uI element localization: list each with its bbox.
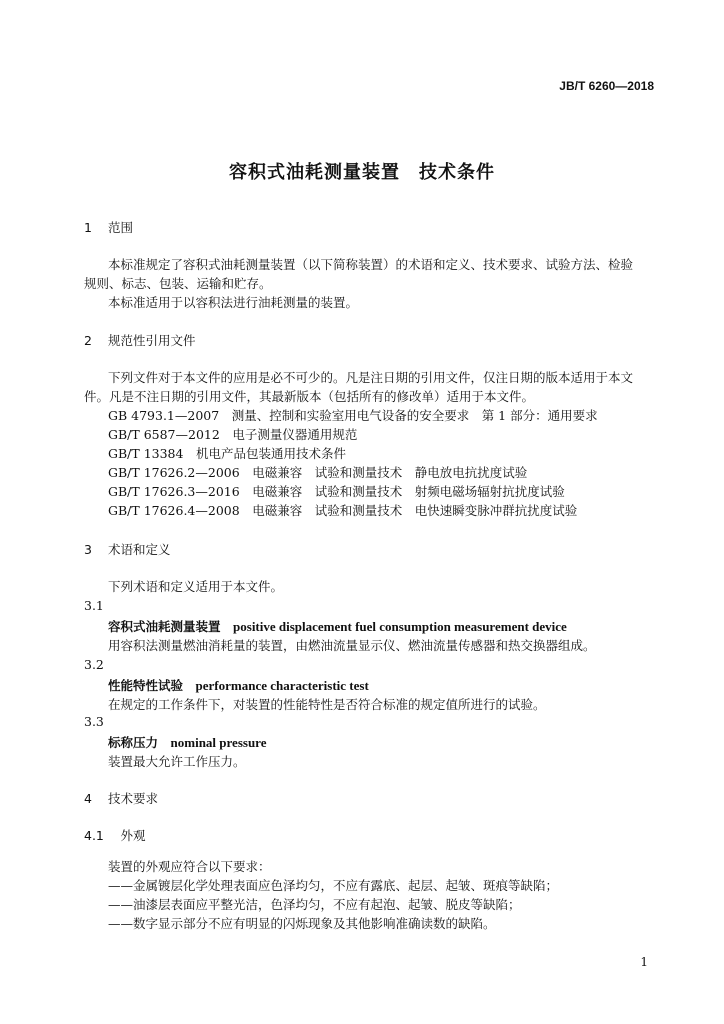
reference-item: GB/T 17626.3—2016 电磁兼容 试验和测量技术 射频电磁场辐射抗扰度试验 [108,484,565,499]
paragraph: 装置的外观应符合以下要求： [108,859,271,874]
standard-code: JB/T 6260—2018 [559,79,654,93]
section-title: 范围 [108,220,134,235]
term-heading [108,676,369,694]
reference-item: GB/T 17626.4—2008 电磁兼容 试验和测量技术 电快速瞬变脉冲群抗扰度试验 [108,503,578,518]
section-number: 1 [84,220,92,235]
paragraph: 本标准规定了容积式油耗测量装置（以下简称装置）的术语和定义、技术要求、试验方法、检验 [108,257,634,272]
term-zh: 容积式油耗测量装置 [108,619,221,634]
term-en: positive displacement fuel consumption measurement device [233,619,567,634]
section-title: 规范性引用文件 [108,333,196,348]
paragraph: 下列术语和定义适用于本文件。 [108,579,284,594]
paragraph: 下列文件对于本文件的应用是必不可少的。凡是注日期的引用文件，仅注日期的版本适用于本文 [108,370,634,385]
term-en: performance characteristic test [195,678,369,693]
term-en: nominal pressure [170,735,267,750]
reference-item: GB/T 17626.2—2006 电磁兼容 试验和测量技术 静电放电抗扰度试验 [108,465,528,480]
document-title: 容积式油耗测量装置 技术条件 [229,162,495,183]
page-number: 1 [640,955,648,969]
reference-item: GB 4793.1—2007 测量、控制和实验室用电气设备的安全要求 第 1 部分：通用要求 [108,408,598,423]
paragraph-continuation: 规则、标志、包装、运输和贮存。 [84,276,272,291]
paragraph-continuation: 件。凡是不注日期的引用文件，其最新版本（包括所有的修改单）适用于本文件。 [84,389,535,404]
section-1-heading [84,218,133,236]
section-title: 术语和定义 [108,542,171,557]
section-number: 2 [84,333,92,348]
section-title: 技术要求 [108,791,159,806]
subsection-title: 外观 [120,828,146,843]
term-heading [108,733,266,751]
reference-item: GB/T 13384 机电产品包装通用技术条件 [108,446,346,461]
section-number: 4 [84,791,92,806]
section-3-heading [84,540,171,558]
term-definition: 装置最大允许工作压力。 [108,754,246,769]
term-zh: 标称压力 [108,735,159,750]
term-number: 3.2 [84,657,104,672]
list-item: ——油漆层表面应平整光洁，色泽均匀，不应有起泡、起皱、脱皮等缺陷； [108,897,521,912]
section-2-heading [84,331,196,349]
term-heading [108,617,567,635]
list-item: ——数字显示部分不应有明显的闪烁现象及其他影响准确读数的缺陷。 [108,916,496,931]
section-number: 3 [84,542,92,557]
term-number: 3.1 [84,598,104,613]
paragraph: 本标准适用于以容积法进行油耗测量的装置。 [108,295,359,310]
term-definition: 在规定的工作条件下，对装置的性能特性是否符合标准的规定值所进行的试验。 [108,697,546,712]
subsection-4-1-heading [84,826,146,844]
term-definition: 用容积法测量燃油消耗量的装置，由燃油流量显示仪、燃油流量传感器和热交换器组成。 [108,638,596,653]
list-item: ——金属镀层化学处理表面应色泽均匀，不应有露底、起层、起皱、斑痕等缺陷； [108,878,559,893]
term-number: 3.3 [84,714,104,729]
term-zh: 性能特性试验 [108,678,184,693]
subsection-number: 4.1 [84,828,104,843]
section-4-heading [84,789,158,807]
reference-item: GB/T 6587—2012 电子测量仪器通用规范 [108,427,358,442]
